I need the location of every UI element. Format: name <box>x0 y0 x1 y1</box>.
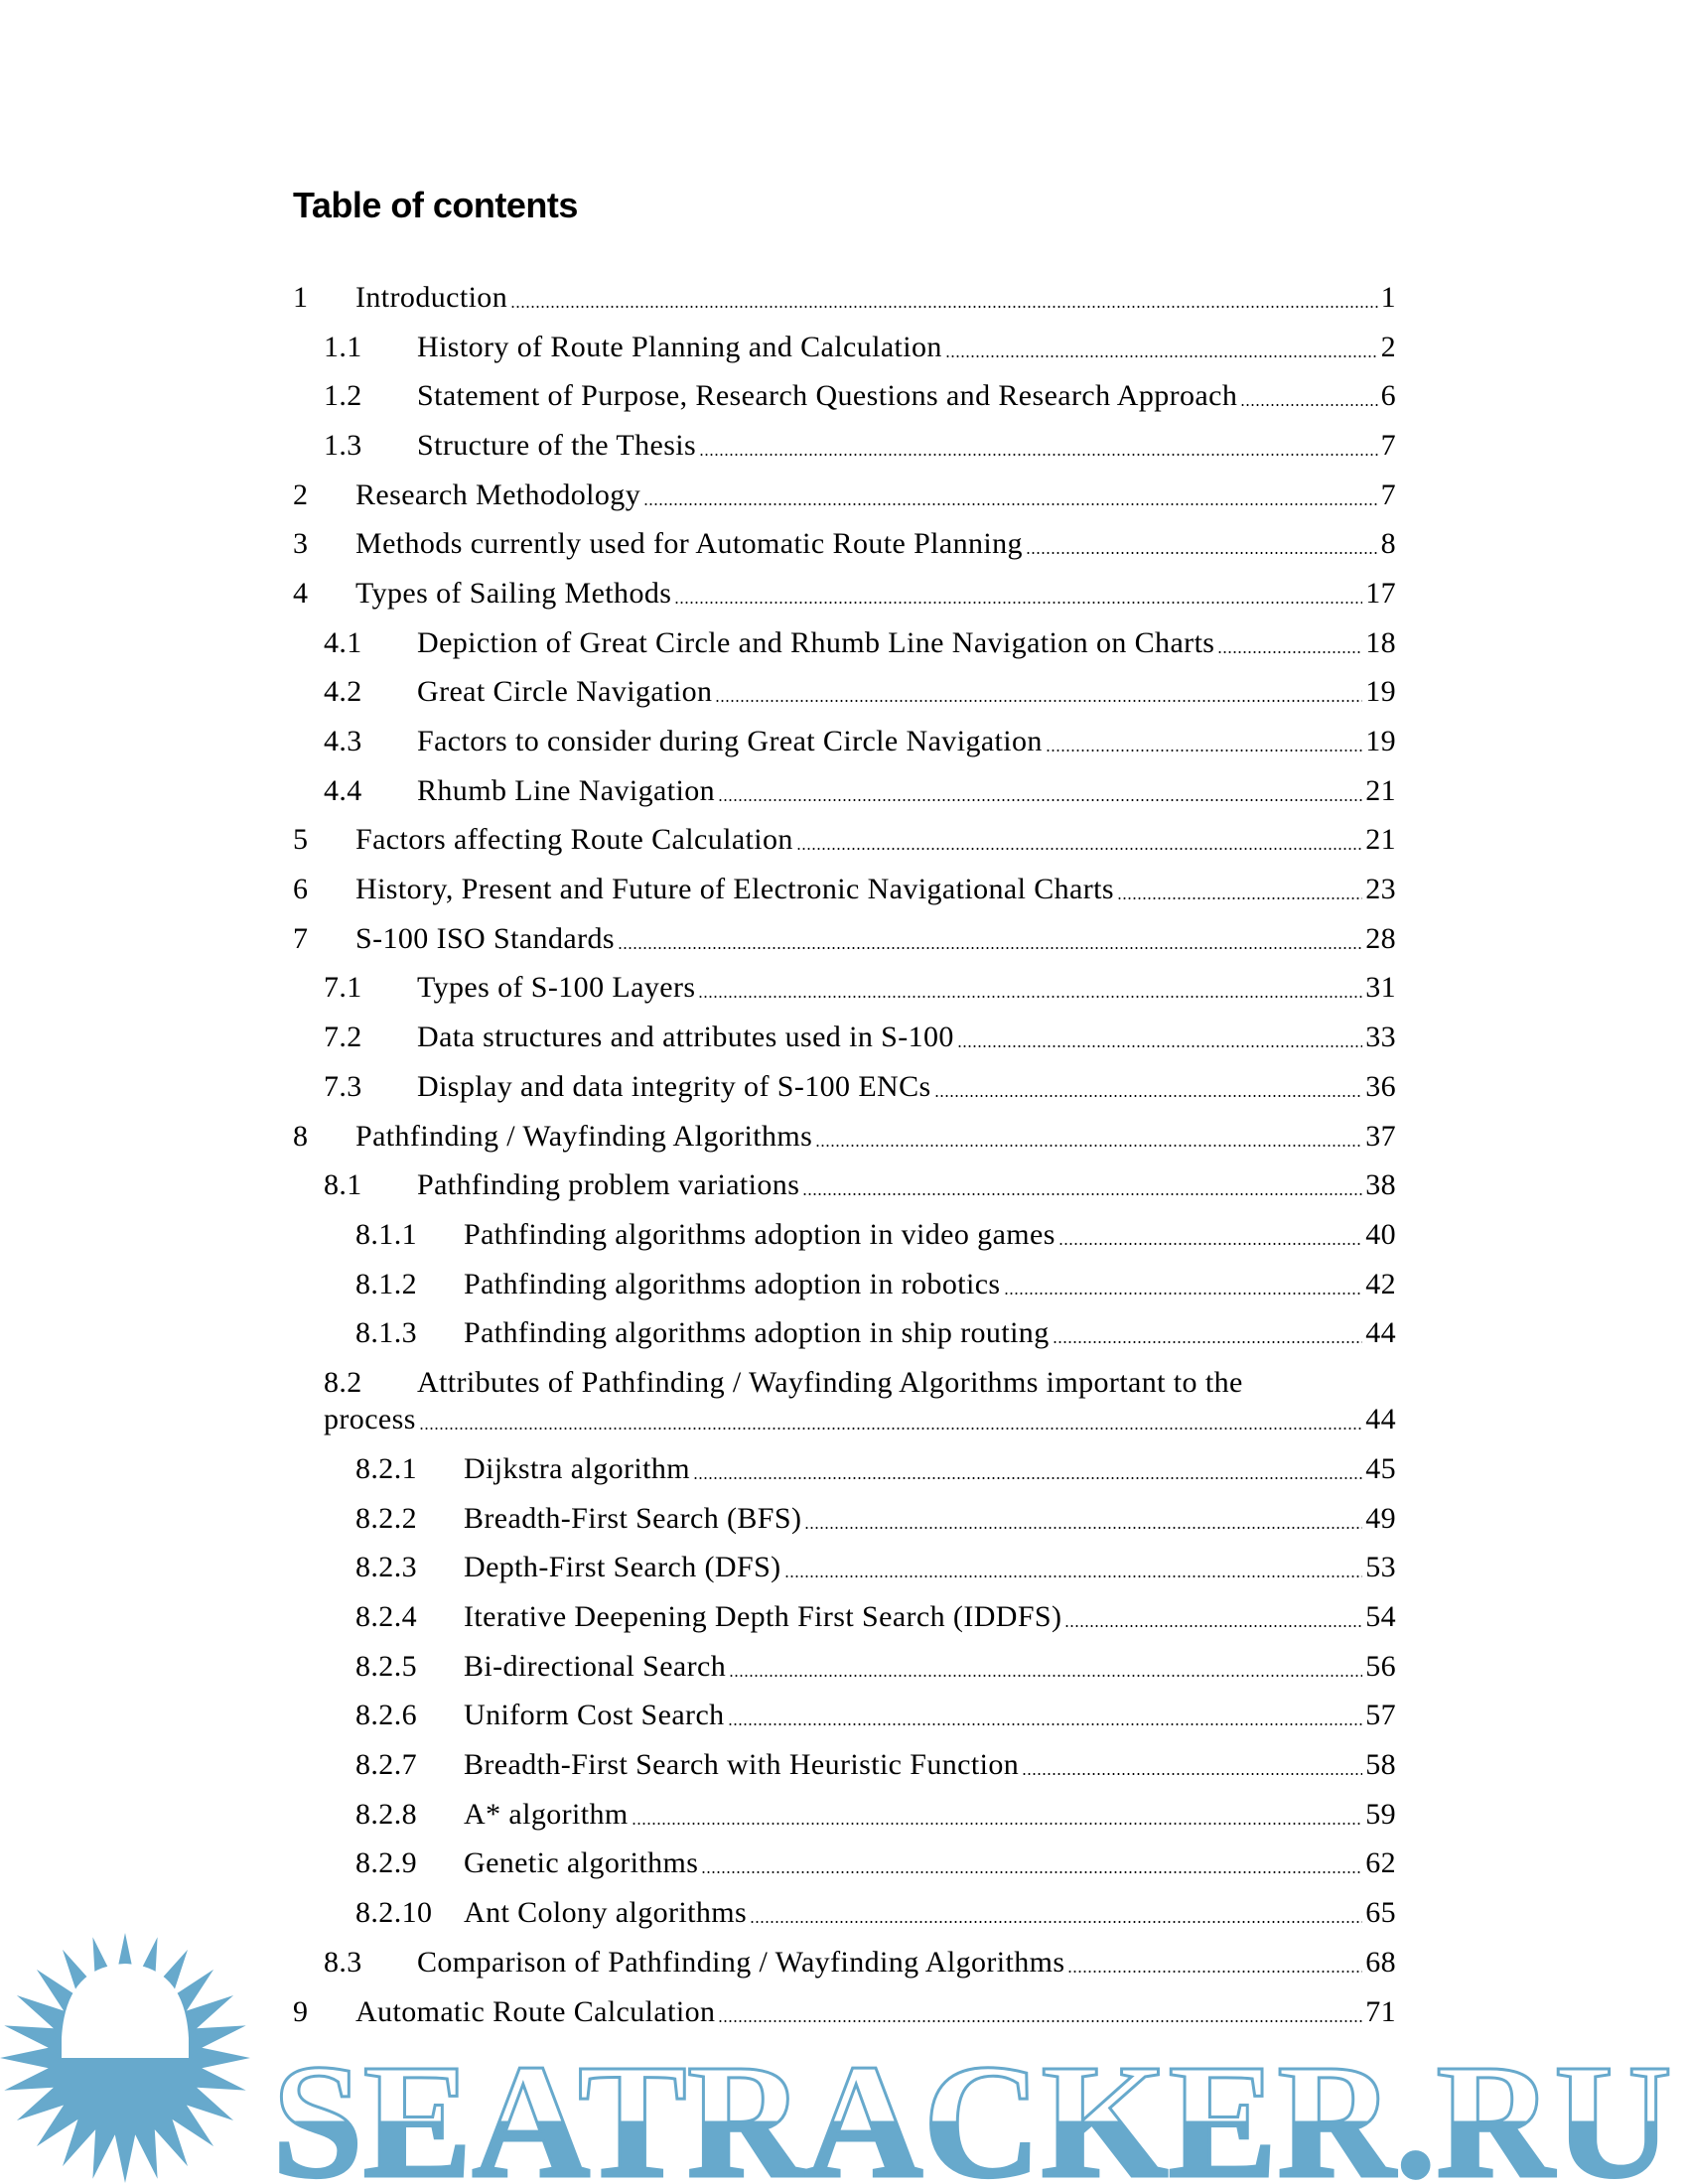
entry-page: 44 <box>1365 1402 1396 1435</box>
entry-title: Pathfinding / Wayfinding Algorithms <box>355 1119 813 1153</box>
entry-title: Genetic algorithms <box>464 1846 699 1880</box>
entry-number: 1.2 <box>324 379 362 413</box>
dot-leader <box>699 431 1378 461</box>
entry-title: History of Route Planning and Calculation <box>417 330 942 363</box>
entry-number: 2 <box>293 478 309 511</box>
toc-entry[interactable] <box>293 421 1396 471</box>
entry-number: 8.2.2 <box>355 1501 417 1535</box>
entry-title: Rhumb Line Navigation <box>417 773 716 807</box>
dot-leader <box>715 677 1362 707</box>
entry-page: 8 <box>1380 527 1396 561</box>
dot-leader <box>1217 628 1362 658</box>
dot-leader <box>718 776 1362 806</box>
entry-page: 7 <box>1380 428 1396 462</box>
entry-page: 56 <box>1365 1649 1396 1683</box>
entry-number: 7.2 <box>324 1021 362 1054</box>
entry-page: 53 <box>1365 1551 1396 1584</box>
entry-number: 8.2.7 <box>355 1748 417 1782</box>
entry-page: 28 <box>1365 921 1396 955</box>
dot-leader <box>1240 381 1377 411</box>
entry-number: 7 <box>293 921 309 955</box>
entry-title: Statement of Purpose, Research Questions and Research Approach <box>417 379 1238 413</box>
entry-number: 8.1.2 <box>355 1267 417 1300</box>
entry-title: Pathfinding algorithms adoption in ship routing <box>464 1316 1050 1350</box>
toc-entry[interactable] <box>293 1308 1396 1358</box>
entry-title: Bi-directional Search <box>464 1649 727 1683</box>
dot-leader <box>510 283 1377 313</box>
toc-entry[interactable] <box>293 1790 1396 1840</box>
dot-leader <box>1022 1750 1362 1780</box>
dot-leader <box>1053 1318 1363 1348</box>
entry-page: 57 <box>1365 1699 1396 1732</box>
entry-title: Breadth-First Search (BFS) <box>464 1501 802 1535</box>
entry-page: 21 <box>1365 773 1396 807</box>
toc-entry[interactable] <box>293 1444 1396 1494</box>
entry-title: Depth-First Search (DFS) <box>464 1551 781 1584</box>
entry-number: 8.2.5 <box>355 1649 417 1683</box>
entry-page: 44 <box>1365 1316 1396 1350</box>
entry-number: 8.1.3 <box>355 1316 417 1350</box>
dot-leader <box>728 1701 1363 1730</box>
dot-leader <box>802 1170 1362 1200</box>
watermark-text: SEATRACKER.RU <box>272 2030 1672 2184</box>
dot-leader <box>1026 529 1378 559</box>
entry-number: 1.3 <box>324 428 362 462</box>
dot-leader <box>618 924 1362 954</box>
toc-entry[interactable] <box>293 519 1396 569</box>
entry-number: 8.2.1 <box>355 1451 417 1485</box>
dot-leader <box>957 1023 1362 1052</box>
entry-title: Comparison of Pathfinding / Wayfinding Algorithms <box>417 1945 1065 1979</box>
entry-page: 38 <box>1365 1168 1396 1202</box>
entry-number: 8.2.3 <box>355 1551 417 1584</box>
entry-page: 37 <box>1365 1119 1396 1153</box>
sun-icon <box>0 1933 250 2183</box>
entry-page: 54 <box>1365 1600 1396 1634</box>
dot-leader <box>815 1122 1362 1152</box>
entry-page: 23 <box>1365 873 1396 906</box>
entry-number: 3 <box>293 527 309 561</box>
toc-entry[interactable] <box>293 1692 1396 1741</box>
entry-page: 42 <box>1365 1267 1396 1300</box>
dot-leader <box>1064 1602 1362 1632</box>
toc-entry[interactable] <box>293 816 1396 866</box>
entry-title: Pathfinding problem variations <box>417 1168 800 1202</box>
dot-leader <box>674 579 1362 609</box>
toc-entry[interactable] <box>293 1840 1396 1889</box>
entry-number: 8.2.9 <box>355 1846 417 1880</box>
entry-title: Data structures and attributes used in S-100 <box>417 1021 954 1054</box>
toc-entry[interactable] <box>293 1592 1396 1642</box>
entry-title: Types of S-100 Layers <box>417 971 696 1005</box>
entry-number: 8.1 <box>324 1168 362 1202</box>
table-of-contents <box>293 273 1396 2036</box>
toc-entry[interactable] <box>293 1062 1396 1112</box>
toc-entry[interactable] <box>293 273 1396 323</box>
toc-entry[interactable] <box>293 1160 1396 1210</box>
toc-entry[interactable] <box>293 1358 1396 1444</box>
entry-number: 4.1 <box>324 625 362 659</box>
dot-leader <box>945 333 1378 362</box>
entry-title: Research Methodology <box>355 478 641 511</box>
entry-number: 4 <box>293 576 309 610</box>
entry-number: 6 <box>293 873 309 906</box>
entry-page: 19 <box>1365 725 1396 758</box>
entry-title: History, Present and Future of Electronic Navigational Charts <box>355 873 1114 906</box>
entry-page: 62 <box>1365 1846 1396 1880</box>
entry-page: 58 <box>1365 1748 1396 1782</box>
entry-title: Breadth-First Search with Heuristic Function <box>464 1748 1020 1782</box>
entry-title: Factors affecting Route Calculation <box>355 823 793 857</box>
toc-entry[interactable] <box>293 766 1396 816</box>
entry-page: 18 <box>1365 625 1396 659</box>
toc-entry[interactable] <box>293 471 1396 520</box>
toc-entry[interactable] <box>293 618 1396 668</box>
toc-entry[interactable] <box>293 323 1396 372</box>
dot-leader <box>1046 727 1362 756</box>
entry-title: Dijkstra algorithm <box>464 1451 690 1485</box>
entry-page: 71 <box>1365 1994 1396 2028</box>
entry-title-continued: process <box>324 1402 416 1435</box>
dot-leader <box>632 1800 1363 1830</box>
entry-page: 31 <box>1365 971 1396 1005</box>
entry-page: 65 <box>1365 1896 1396 1930</box>
entry-number: 8.1.1 <box>355 1217 417 1251</box>
toc-entry[interactable] <box>293 371 1396 421</box>
entry-page: 2 <box>1380 330 1396 363</box>
entry-number: 1 <box>293 280 309 314</box>
entry-title: Depiction of Great Circle and Rhumb Line Navigation on Charts <box>417 625 1215 659</box>
entry-title: Structure of the Thesis <box>417 428 697 462</box>
toc-entry[interactable] <box>293 1210 1396 1260</box>
dot-leader <box>701 1848 1362 1878</box>
entry-title: Introduction <box>355 280 508 314</box>
entry-number: 8.2.10 <box>355 1896 433 1930</box>
toc-entry[interactable] <box>293 1112 1396 1161</box>
entry-title: A* algorithm <box>464 1797 629 1831</box>
dot-leader <box>693 1454 1362 1484</box>
entry-page: 49 <box>1365 1501 1396 1535</box>
entry-page: 36 <box>1365 1069 1396 1103</box>
entry-number: 4.2 <box>324 675 362 709</box>
dot-leader <box>1117 875 1362 904</box>
dot-leader <box>729 1652 1362 1682</box>
dot-leader <box>804 1504 1362 1534</box>
entry-number: 8.2 <box>324 1365 362 1399</box>
entry-number: 1.1 <box>324 330 362 363</box>
entry-title: Ant Colony algorithms <box>464 1896 748 1930</box>
dot-leader <box>934 1072 1363 1102</box>
entry-page: 1 <box>1380 280 1396 314</box>
dot-leader <box>750 1898 1362 1928</box>
toc-entry[interactable] <box>293 569 1396 618</box>
entry-title: Great Circle Navigation <box>417 675 713 709</box>
entry-title: Display and data integrity of S-100 ENCs <box>417 1069 931 1103</box>
entry-number: 8.2.4 <box>355 1600 417 1634</box>
entry-number: 8 <box>293 1119 309 1153</box>
entry-page: 59 <box>1365 1797 1396 1831</box>
entry-number: 7.1 <box>324 971 362 1005</box>
entry-title: Uniform Cost Search <box>464 1699 725 1732</box>
entry-title: Attributes of Pathfinding / Wayfinding Algorithms important to the <box>417 1365 1243 1399</box>
entry-page: 68 <box>1365 1945 1396 1979</box>
toc-entry[interactable] <box>293 1740 1396 1790</box>
entry-title: Methods currently used for Automatic Route Planning <box>355 527 1023 561</box>
toc-entry[interactable] <box>293 964 1396 1014</box>
entry-number: 4.4 <box>324 773 362 807</box>
entry-page: 33 <box>1365 1021 1396 1054</box>
entry-title: S-100 ISO Standards <box>355 921 615 955</box>
dot-leader <box>796 825 1362 855</box>
entry-page: 19 <box>1365 675 1396 709</box>
entry-number: 7.3 <box>324 1069 362 1103</box>
dot-leader <box>419 1405 1362 1434</box>
toc-entry[interactable] <box>293 1544 1396 1593</box>
dot-leader <box>1058 1220 1362 1250</box>
entry-page: 17 <box>1365 576 1396 610</box>
entry-page: 40 <box>1365 1217 1396 1251</box>
entry-page: 21 <box>1365 823 1396 857</box>
toc-entry[interactable] <box>293 1642 1396 1692</box>
entry-number: 8.2.8 <box>355 1797 417 1831</box>
dot-leader <box>643 480 1377 510</box>
entry-title: Factors to consider during Great Circle Navigation <box>417 725 1043 758</box>
entry-number: 8.3 <box>324 1945 362 1979</box>
entry-page: 7 <box>1380 478 1396 511</box>
toc-entry[interactable] <box>293 1013 1396 1062</box>
toc-entry[interactable] <box>293 1260 1396 1309</box>
entry-title: Iterative Deepening Depth First Search (IDDFS) <box>464 1600 1062 1634</box>
watermark-logo <box>0 1926 1688 2184</box>
dot-leader <box>784 1553 1363 1582</box>
entry-title: Pathfinding algorithms adoption in video games <box>464 1217 1055 1251</box>
dot-leader <box>1004 1270 1363 1299</box>
page-title: Table of contents <box>293 185 578 225</box>
toc-entry[interactable] <box>293 668 1396 718</box>
entry-number: 9 <box>293 1994 309 2028</box>
entry-title: Types of Sailing Methods <box>355 576 672 610</box>
toc-entry[interactable] <box>293 1494 1396 1544</box>
entry-number: 4.3 <box>324 725 362 758</box>
dot-leader <box>698 973 1362 1003</box>
entry-title: Pathfinding algorithms adoption in robotics <box>464 1267 1001 1300</box>
toc-entry[interactable] <box>293 865 1396 914</box>
toc-entry[interactable] <box>293 914 1396 964</box>
entry-page: 6 <box>1380 379 1396 413</box>
entry-title: Automatic Route Calculation <box>355 1994 716 2028</box>
entry-page: 45 <box>1365 1451 1396 1485</box>
entry-number: 5 <box>293 823 309 857</box>
toc-entry[interactable] <box>293 717 1396 766</box>
entry-number: 8.2.6 <box>355 1699 417 1732</box>
